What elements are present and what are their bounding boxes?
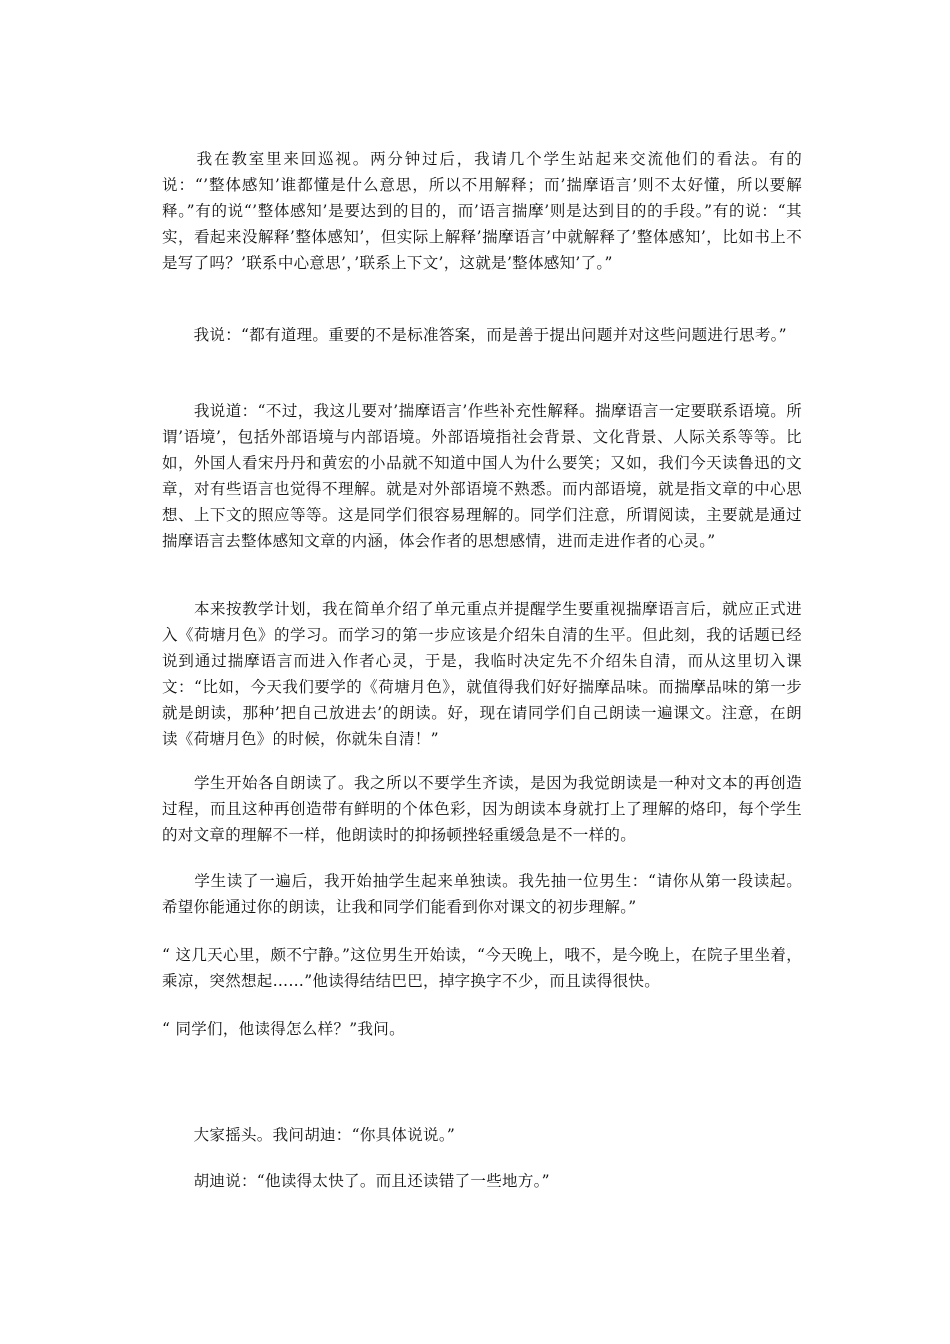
paragraph-8: “ 同学们，他读得怎么样？”我问。 <box>162 1020 405 1038</box>
paragraph-5: 学生开始各自朗读了。我之所以不要学生齐读，是因为我觉朗读是一种对文本的再创造过程，而且这种再创造带有鲜明的个体色彩，因为朗读本身就打上了理解的烙印，每个学生的对文章的理解不一样，他朗读时的抑扬顿挫轻重缓急是不一样的。 <box>162 774 802 844</box>
paragraph-9: 大家摇头。我问胡迪：“你具体说说。” <box>162 1126 456 1144</box>
paragraph-7: “ 这几天心里，颇不宁静。”这位男生开始读，“今天晚上，哦不，是今晚上，在院子里坐着，乘凉，突然想起……”他读得结结巴巴，掉字换字不少，而且读得很快。 <box>162 946 802 990</box>
paragraph-6: 学生读了一遍后，我开始抽学生起来单独读。我先抽一位男生：“请你从第一段读起。希望你能通过你的朗读，让我和同学们能看到你对课文的初步理解。” <box>162 872 802 916</box>
paragraph-4: 本来按教学计划，我在简单介绍了单元重点并提醒学生要重视揣摩语言后，就应正式进入《荷塘月色》的学习。而学习的第一步应该是介绍朱自清的生平。但此刻，我的话题已经说到通过揣摩语言而进入作者心灵，于是，我临时决定先不介绍朱自清，而从这里切入课文：“比如，今天我们要学的《荷塘月色》，就值得我们好好揣摩品味。而揣摩品味的第一步就是朗读，那种’把自己放进去’的朗读。好，现在请同学们自己朗读一遍课文。注意，在朗读《荷塘月色》的时候，你就朱自清！” <box>162 600 802 748</box>
paragraph-10: 胡迪说：“他读得太快了。而且还读错了一些地方。” <box>162 1172 550 1190</box>
paragraph-2: 我说：“都有道理。重要的不是标准答案，而是善于提出问题并对这些问题进行思考。” <box>162 326 787 344</box>
paragraph-1: 我在教室里来回巡视。两分钟过后，我请几个学生站起来交流他们的看法。有的说：“’整体感知’谁都懂是什么意思，所以不用解释；而’揣摩语言’则不太好懂，所以要解释。”有的说“’整体感知’是要达到的目的，而’语言揣摩’则是达到目的的手段。”有的说：“其实，看起来没解释’整体感知’，但实际上解释’揣摩语言’中就解释了’整体感知’，比如书上不是写了吗？’联系中心意思’，’联系上下文’，这就是’整体感知’了。” <box>162 150 802 272</box>
paragraph-3: 我说道：“不过，我这儿要对’揣摩语言’作些补充性解释。揣摩语言一定要联系语境。所谓’语境’，包括外部语境与内部语境。外部语境指社会背景、文化背景、人际关系等等。比如，外国人看宋丹丹和黄宏的小品就不知道中国人为什么要笑；又如，我们今天读鲁迅的文章，对有些语言也觉得不理解。就是对外部语境不熟悉。而内部语境，就是指文章的中心思想、上下文的照应等等。这是同学们很容易理解的。同学们注意，所谓阅读，主要就是通过揣摩语言去整体感知文章的内涵，体会作者的思想感情，进而走进作者的心灵。” <box>162 402 802 550</box>
